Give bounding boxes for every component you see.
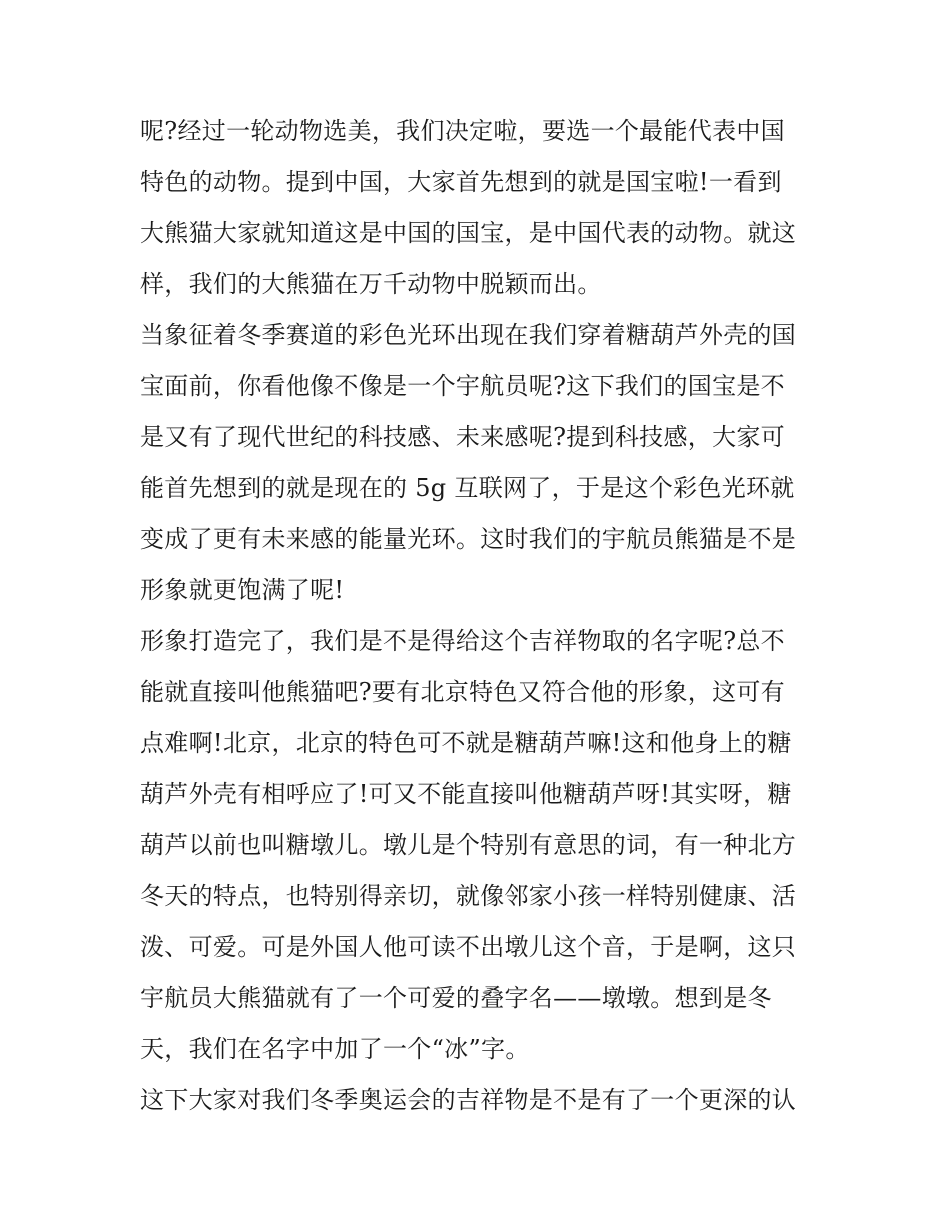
text-line: 呢?经过一轮动物选美，我们决定啦，要选一个最能代表中国: [140, 117, 785, 145]
text-line: 宝面前，你看他像不像是一个宇航员呢?这下我们的国宝是不: [140, 372, 785, 400]
text-line: 泼、可爱。可是外国人他可读不出墩儿这个音，于是啊，这只: [140, 933, 797, 961]
text-line: 样，我们的大熊猫在万千动物中脱颖而出。: [140, 270, 602, 298]
text-line: 这下大家对我们冬季奥运会的吉祥物是不是有了一个更深的认: [140, 1086, 797, 1114]
text-line: 葫芦外壳有相呼应了!可又不能直接叫他糖葫芦呀!其实呀，糖: [140, 780, 792, 808]
text-line: 葫芦以前也叫糖墩儿。墩儿是个特别有意思的词，有一种北方: [140, 831, 797, 859]
text-line: 宇航员大熊猫就有了一个可爱的叠字名——墩墩。想到是冬: [140, 984, 772, 1012]
text-line: 特色的动物。提到中国，大家首先想到的就是国宝啦!一看到: [140, 168, 782, 196]
text-line: 天，我们在名字中加了一个“冰”字。: [140, 1035, 530, 1063]
text-line: 大熊猫大家就知道这是中国的国宝，是中国代表的动物。就这: [140, 219, 797, 247]
text-line: 能就直接叫他熊猫吧?要有北京特色又符合他的形象，这可有: [140, 678, 785, 706]
text-line: 是又有了现代世纪的科技感、未来感呢?提到科技感，大家可: [140, 423, 785, 451]
text-line: 形象打造完了，我们是不是得给这个吉祥物取的名字呢?总不: [140, 627, 785, 655]
document-body: [140, 106, 812, 1126]
text-line: 能首先想到的就是现在的 5g 互联网了，于是这个彩色光环就: [140, 474, 795, 502]
text-line: 变成了更有未来感的能量光环。这时我们的宇航员熊猫是不是: [140, 525, 797, 553]
text-line: 形象就更饱满了呢!: [140, 576, 345, 604]
text-line: 当象征着冬季赛道的彩色光环出现在我们穿着糖葫芦外壳的国: [140, 321, 797, 349]
text-line: 点难啊!北京，北京的特色可不就是糖葫芦嘛!这和他身上的糖: [140, 729, 792, 757]
text-line: 冬天的特点，也特别得亲切，就像邻家小孩一样特别健康、活: [140, 882, 797, 910]
